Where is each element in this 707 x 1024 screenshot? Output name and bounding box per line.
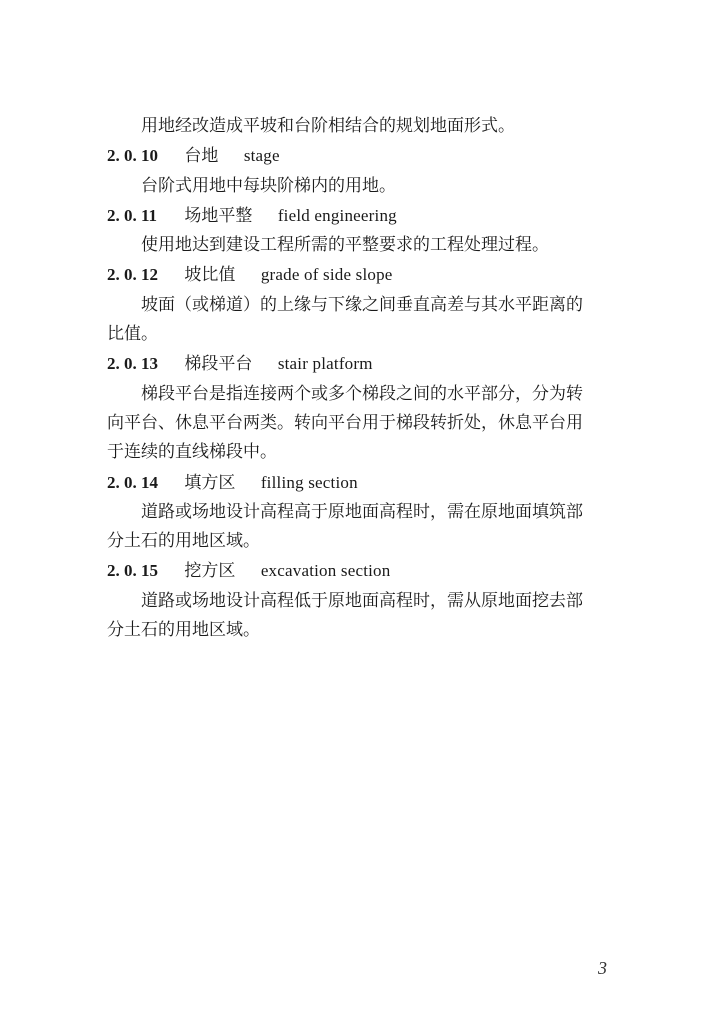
- term-number: 2. 0. 12: [107, 265, 158, 285]
- term-definition-line: 于连续的直线梯段中。: [107, 442, 277, 463]
- term-definition-line: 梯段平台是指连接两个或多个梯段之间的水平部分，分为转: [141, 383, 583, 404]
- term-entry-grade-of-side-slope: [107, 260, 635, 349]
- term-entry-excavation-section: [107, 556, 635, 645]
- term-definition-line: 道路或场地设计高程高于原地面高程时，需在原地面填筑部: [141, 501, 583, 522]
- term-definition-line: 坡面（或梯道）的上缘与下缘之间垂直高差与其水平距离的: [141, 294, 583, 315]
- term-definition-line: 向平台、休息平台两类。转向平台用于梯段转折处，休息平台用: [107, 412, 583, 433]
- term-entry-stair-platform: [107, 349, 635, 467]
- term-chinese: 坡比值: [184, 265, 236, 286]
- term-definition-line: 比值。: [107, 324, 158, 345]
- term-english: field engineering: [277, 205, 397, 225]
- term-number: 2. 0. 15: [107, 561, 158, 581]
- term-english: grade of side slope: [260, 265, 393, 285]
- term-definition-line: 台阶式用地中每块阶梯内的用地。: [141, 175, 396, 196]
- term-entry-filling-section: [107, 468, 635, 557]
- term-definition-line: 分土石的用地区域。: [107, 620, 260, 641]
- term-heading: [107, 260, 635, 290]
- term-chinese: 台地: [184, 146, 219, 167]
- term-english: stage: [243, 146, 280, 166]
- term-number: 2. 0. 14: [107, 472, 158, 492]
- term-definition-line: 使用地达到建设工程所需的平整要求的工程处理过程。: [141, 235, 549, 256]
- term-heading: [107, 556, 635, 586]
- term-chinese: 挖方区: [184, 561, 236, 582]
- term-entry-stage: [107, 141, 635, 201]
- term-chinese: 填方区: [184, 472, 236, 493]
- intro-continuation-line: 用地经改造成平坡和台阶相结合的规划地面形式。: [141, 116, 515, 136]
- term-number: 2. 0. 11: [107, 205, 158, 225]
- term-english: stair platform: [277, 354, 373, 374]
- term-number: 2. 0. 13: [107, 354, 158, 374]
- page-content: [107, 112, 635, 645]
- term-chinese: 场地平整: [184, 205, 253, 226]
- term-definition-line: 道路或场地设计高程低于原地面高程时，需从原地面挖去部: [141, 590, 583, 611]
- term-number: 2. 0. 10: [107, 146, 158, 166]
- term-english: filling section: [260, 472, 358, 492]
- term-english: excavation section: [260, 561, 391, 581]
- term-heading: [107, 349, 635, 379]
- term-chinese: 梯段平台: [184, 354, 253, 375]
- term-entry-field-engineering: [107, 201, 635, 261]
- term-heading: [107, 141, 635, 171]
- term-heading: [107, 201, 635, 231]
- page-number: 3: [598, 958, 607, 978]
- term-definition-line: 分土石的用地区域。: [107, 531, 260, 552]
- term-heading: [107, 468, 635, 498]
